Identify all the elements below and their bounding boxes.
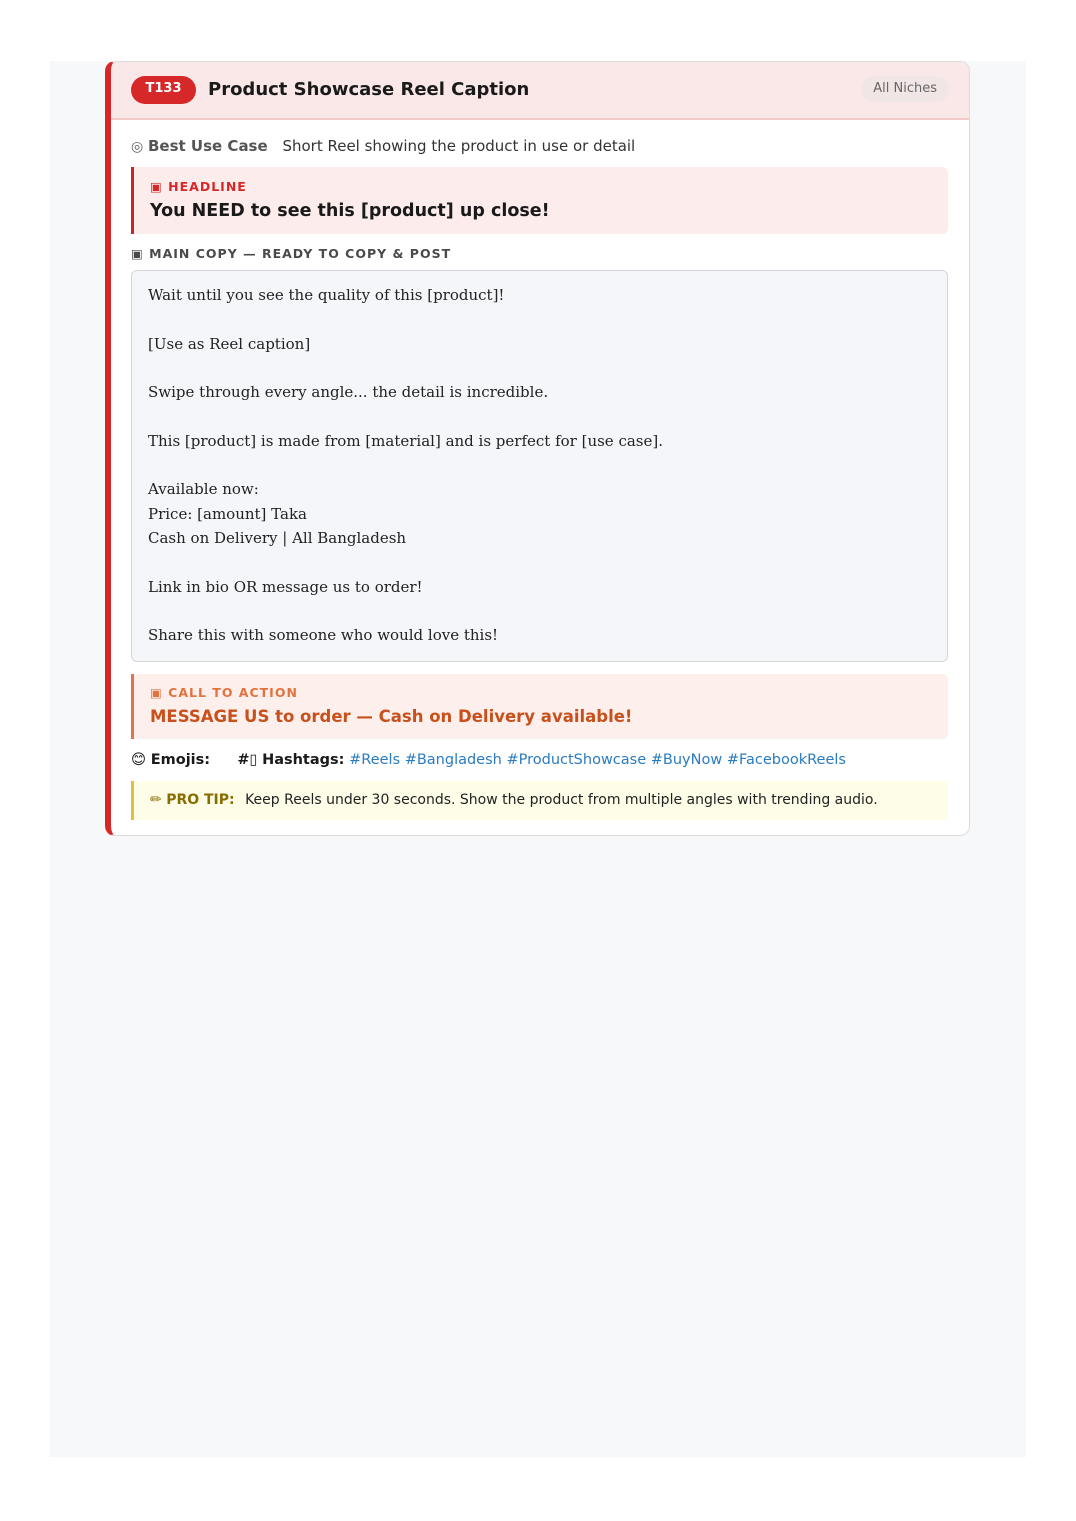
use-case-text: Short Reel showing the product in use or detail <box>282 137 636 155</box>
headline-label: HEADLINE <box>168 179 247 194</box>
cta-label: CALL TO ACTION <box>168 685 298 700</box>
copy-line: Price: [amount] Taka <box>148 504 307 523</box>
cta-box <box>131 674 948 739</box>
template-id-badge: T133 <box>131 76 196 104</box>
hashtag-glyph: ▯ <box>249 752 258 768</box>
pro-tip-text: Keep Reels under 30 seconds. Show the product from multiple angles with trending audio. <box>245 792 878 808</box>
copy-blank-line <box>148 599 931 623</box>
template-title: Product Showcase Reel Caption <box>208 79 530 100</box>
copy-blank-line <box>148 356 931 380</box>
copy-line: Cash on Delivery | All Bangladesh <box>148 529 407 547</box>
pro-tip-label: PRO TIP: <box>166 792 235 808</box>
pro-tip-box <box>131 781 948 820</box>
meta-row <box>131 750 846 770</box>
pro-tip-row <box>150 790 878 810</box>
niche-badge: All Niches <box>861 76 949 102</box>
pencil-icon: ✏ <box>150 792 162 808</box>
headline-text[interactable]: You NEED to see this [product] up close! <box>150 201 550 221</box>
main-copy-label-row <box>131 246 451 261</box>
hashtag-link[interactable]: #BuyNow <box>650 752 723 768</box>
copy-icon: ▣ <box>131 246 144 261</box>
copy-blank-line <box>148 308 931 332</box>
copy-line: Swipe through every angle... the detail is incredible. <box>148 383 549 401</box>
emojis-label: Emojis: <box>150 752 211 768</box>
megaphone-icon: ▣ <box>150 685 163 700</box>
copy-line: Link in bio OR message us to order! <box>148 577 423 596</box>
hashtag-link[interactable]: #FacebookReels <box>726 752 846 768</box>
headline-icon: ▣ <box>150 179 163 194</box>
copy-line: Available now: <box>148 480 259 498</box>
smile-icon: 😊 <box>131 752 147 768</box>
hashtags-label: Hashtags: <box>262 752 345 768</box>
template-card <box>105 61 970 836</box>
hashtag-list <box>349 752 846 768</box>
copy-blank-line <box>148 405 931 429</box>
headline-box <box>131 167 948 234</box>
use-case-label: Best Use Case <box>148 137 268 155</box>
copy-line: Share this with someone who would love this! <box>148 626 499 644</box>
target-icon: ◎ <box>131 139 144 155</box>
hashtag-link[interactable]: #Bangladesh <box>404 752 502 768</box>
cta-label-row <box>150 685 298 700</box>
copy-line: Wait until you see the quality of this [product]! <box>148 286 505 304</box>
main-copy-box[interactable] <box>131 270 948 662</box>
copy-line: [Use as Reel caption] <box>148 334 311 353</box>
cta-text[interactable]: MESSAGE US to order — Cash on Delivery available! <box>150 707 633 726</box>
hashtag-link[interactable]: #Reels <box>349 752 401 768</box>
main-copy-label: MAIN COPY — READY TO COPY & POST <box>149 246 452 261</box>
card-header <box>111 62 969 120</box>
hashtag-link[interactable]: #ProductShowcase <box>506 752 647 768</box>
headline-label-row <box>150 179 247 194</box>
use-case-row <box>131 136 635 157</box>
hashtag-icon: # <box>237 752 250 768</box>
copy-blank-line <box>148 551 931 575</box>
copy-blank-line <box>148 453 931 477</box>
copy-line: This [product] is made from [material] and is perfect for [use case]. <box>148 431 663 450</box>
